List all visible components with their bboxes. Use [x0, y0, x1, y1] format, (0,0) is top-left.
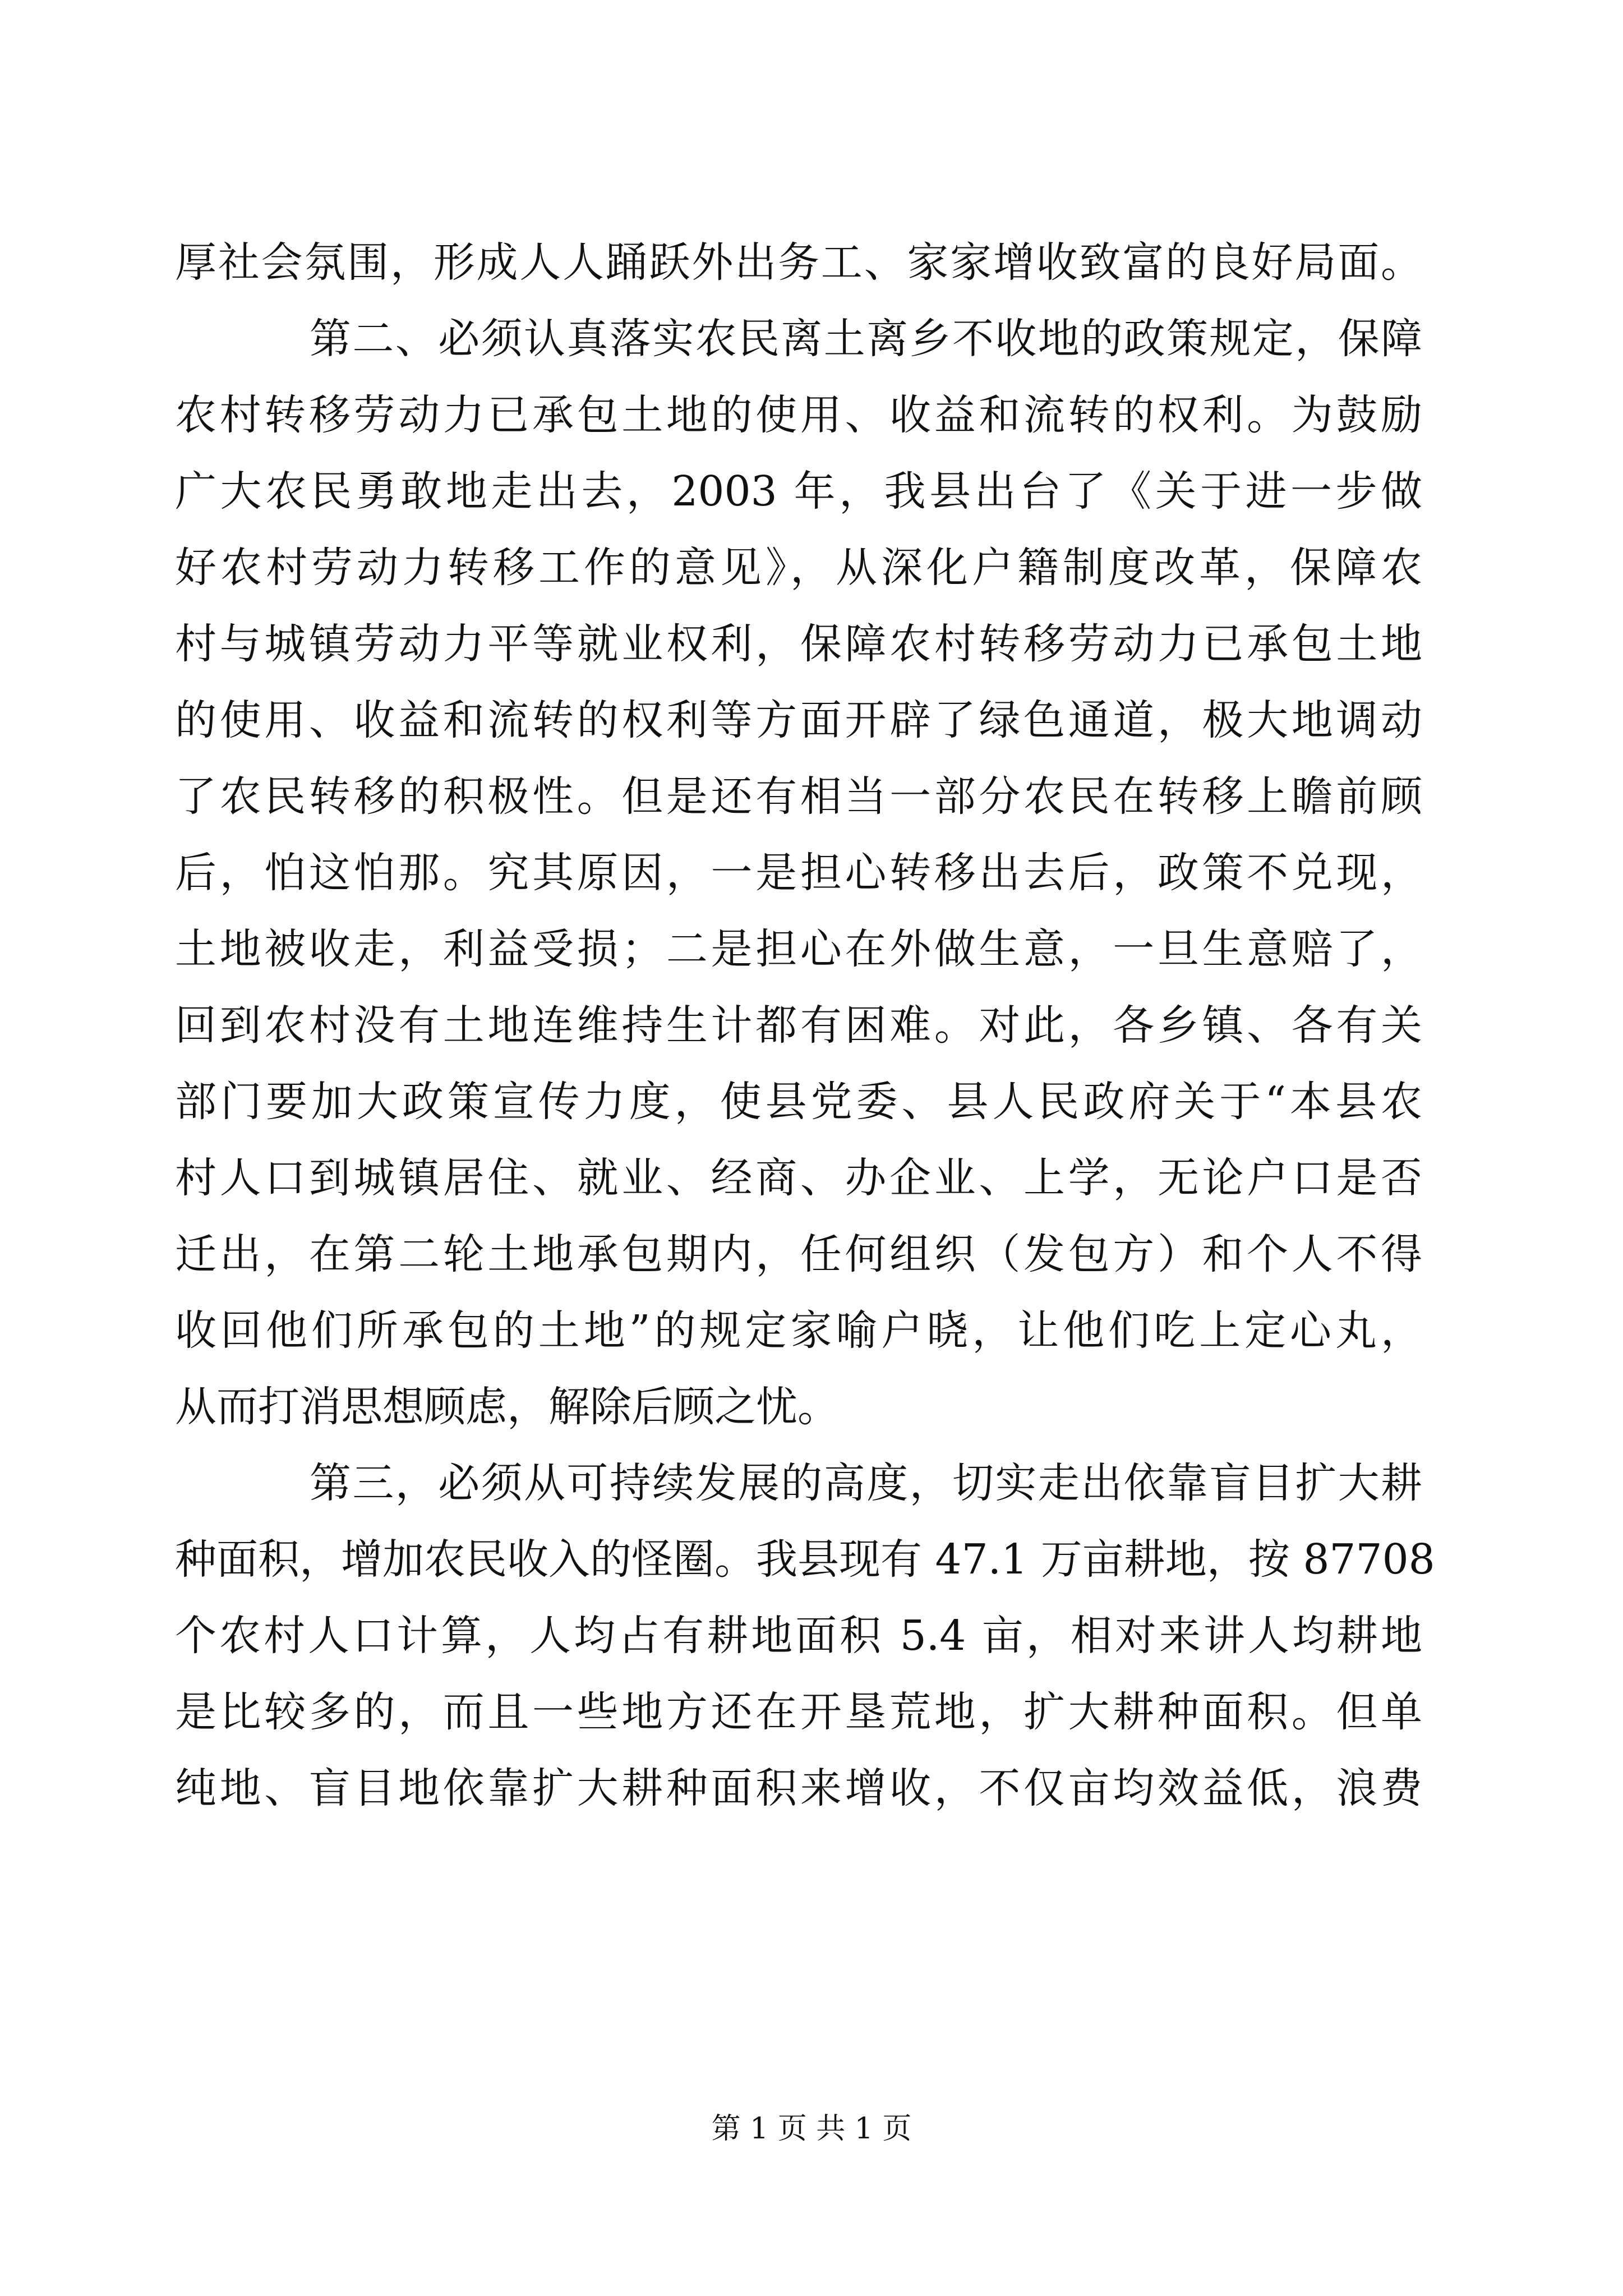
text-line: 个农村人口计算，人均占有耕地面积 5.4 亩，相对来讲人均耕地	[175, 1612, 1422, 1660]
page-footer: 第 1 页 共 1 页	[711, 2112, 912, 2146]
text-line: 后，怕这怕那。究其原因，一是担心转移出去后，政策不兑现，	[175, 849, 1422, 897]
text-line: 广大农民勇敢地走出去，2003 年，我县出台了《关于进一步做	[175, 467, 1422, 516]
body-text	[175, 224, 1435, 1826]
text-line: 农村转移劳动力已承包土地的使用、收益和流转的权利。为鼓励	[175, 391, 1422, 439]
text-line: 厚社会氛围，形成人人踊跃外出务工、家家增收致富的良好局面。	[175, 238, 1422, 287]
text-line: 好农村劳动力转移工作的意见》，从深化户籍制度改革，保障农	[175, 544, 1422, 592]
paragraph-2-start: 第二、必须认真落实农民离土离乡不收地的政策规定，保障	[310, 315, 1422, 363]
text-line: 村人口到城镇居住、就业、经商、办企业、上学，无论户口是否	[175, 1154, 1422, 1202]
paragraph-2-end: 从而打消思想顾虑，解除后顾之忧。	[175, 1383, 839, 1431]
text-line: 是比较多的，而且一些地方还在开垦荒地，扩大耕种面积。但单	[175, 1688, 1422, 1736]
text-line: 回到农村没有土地连维持生计都有困难。对此，各乡镇、各有关	[175, 1001, 1422, 1050]
text-line: 的使用、收益和流转的权利等方面开辟了绿色通道，极大地调动	[175, 696, 1422, 744]
text-line: 迁出，在第二轮土地承包期内，任何组织（发包方）和个人不得	[175, 1230, 1422, 1278]
text-line: 收回他们所承包的土地”的规定家喻户晓，让他们吃上定心丸，	[175, 1306, 1422, 1355]
text-line: 土地被收走，利益受损；二是担心在外做生意，一旦生意赔了，	[175, 925, 1422, 973]
text-line: 种面积，增加农民收入的怪圈。我县现有 47.1 万亩耕地，按 87708	[175, 1535, 1435, 1584]
text-line: 纯地、盲目地依靠扩大耕种面积来增收，不仅亩均效益低，浪费	[175, 1764, 1422, 1812]
text-line: 部门要加大政策宣传力度，使县党委、县人民政府关于“本县农	[175, 1078, 1422, 1126]
text-line: 村与城镇劳动力平等就业权利，保障农村转移劳动力已承包土地	[175, 620, 1422, 668]
paragraph-3-start: 第三，必须从可持续发展的高度，切实走出依靠盲目扩大耕	[310, 1459, 1422, 1507]
text-line: 了农民转移的积极性。但是还有相当一部分农民在转移上瞻前顾	[175, 772, 1422, 821]
